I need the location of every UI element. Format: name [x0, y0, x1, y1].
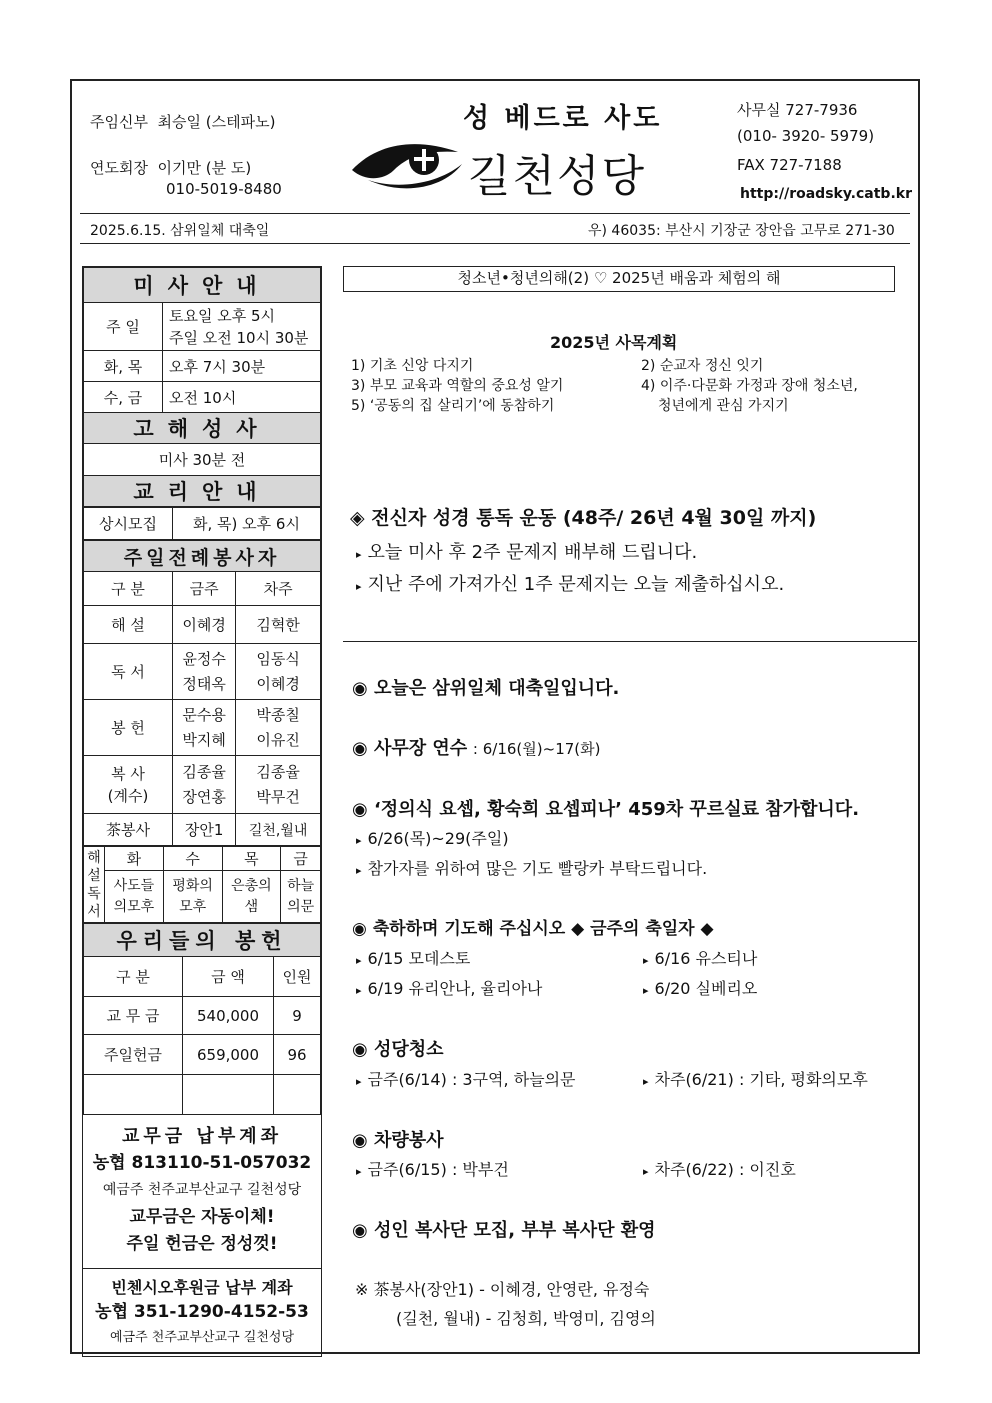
notice-cleaning: ◉ 성당청소: [352, 1039, 444, 1060]
mass-day: 화, 목: [84, 351, 163, 382]
server-next: 김종율 박무건: [236, 756, 321, 814]
server-role: 복 사 (계수): [84, 756, 173, 814]
weekday-group: 은총의 샘: [222, 871, 281, 923]
col-head: 금주: [173, 572, 236, 606]
server-role: 해 설: [84, 606, 173, 644]
mobile-phone: (010- 3920- 5979): [737, 127, 875, 145]
divider: [80, 243, 910, 244]
mass-table: [83, 267, 321, 507]
account-number: 농협 813110-51-057032: [92, 1153, 312, 1173]
account-title: 교무금 납부계좌: [122, 1126, 282, 1147]
confession-text: 미사 30분 전: [84, 444, 321, 476]
mass-title: 미사안내: [84, 268, 321, 303]
plan-item: 청년에게 관심 가지기: [658, 398, 789, 414]
feast-item: ▸ 6/16 유스티나: [643, 949, 758, 968]
council-head: 연도회장 이기만 (분 도): [90, 159, 252, 177]
offering-type: 주일헌금: [84, 1035, 183, 1075]
mass-day: 수, 금: [84, 382, 163, 413]
col-head: 구 분: [84, 572, 173, 606]
account-box: [83, 1115, 321, 1258]
council-phone: 010-5019-8480: [166, 180, 282, 198]
mass-time: 오후 7시 30분: [163, 351, 321, 382]
col-head: 금 액: [183, 957, 274, 997]
server-next: 김혁한: [236, 606, 321, 644]
divider: [80, 213, 910, 214]
plan-item: 3) 부모 교육과 역할의 중요성 알기: [351, 378, 564, 394]
website-link[interactable]: http://roadsky.catb.kr: [740, 186, 912, 202]
mass-time: 오전 10시: [163, 382, 321, 413]
notice-altar-servers: ◉ 성인 복사단 모집, 부부 복사단 환영: [352, 1220, 656, 1241]
account-note: 주일 헌금은 정성껏!: [126, 1234, 278, 1254]
plan-item: 5) ‘공동의 집 살리기’에 동참하기: [351, 398, 555, 414]
mass-day: 주 일: [84, 303, 163, 351]
offering-amount: 659,000: [183, 1035, 274, 1075]
account-holder: 예금주 천주교부산교구 길천성당: [102, 1182, 302, 1198]
weekday-table: [83, 846, 321, 923]
vincent-title: 빈첸시오후원금 납부 계좌: [111, 1278, 293, 1297]
office-phone: 사무실 727-7936: [737, 101, 858, 119]
fax: FAX 727-7188: [737, 156, 842, 174]
server-role: 봉 헌: [84, 700, 173, 756]
weekday-group: 하늘 의문: [281, 871, 321, 923]
server-next: 임동식 이혜경: [236, 644, 321, 700]
car-next: ▸ 차주(6/22) : 이진호: [643, 1160, 796, 1179]
catechism-label: 상시모집: [84, 508, 173, 540]
offering-type: 교 무 금: [84, 997, 183, 1035]
weekday: 화: [105, 847, 164, 871]
weekday: 수: [163, 847, 222, 871]
col-head: 차주: [236, 572, 321, 606]
plan-title: 2025년 사목계획: [550, 333, 678, 352]
server-this: 이혜경: [173, 606, 236, 644]
plan-item: 1) 기초 신앙 다지기: [351, 358, 474, 374]
notice-cursillo: ◉ ‘정의식 요셉, 황숙희 요셉피나’ 459차 꾸르실료 참가합니다.: [352, 799, 860, 820]
server-this: 문수용 박지혜: [173, 700, 236, 756]
church-name: 길천성당: [468, 151, 647, 202]
plan-item: 2) 순교자 정신 잇기: [641, 358, 764, 374]
offering-count: 9: [274, 997, 321, 1035]
server-role: 독 서: [84, 644, 173, 700]
offering-count: 96: [274, 1035, 321, 1075]
server-this: 장안1: [173, 814, 236, 846]
tea-service: ※ 茶봉사(장안1) - 이혜경, 안영란, 유정숙: [355, 1280, 650, 1299]
servers-table: [83, 540, 321, 846]
col-head: 인원: [274, 957, 321, 997]
feast-item: ▸ 6/19 유리안나, 율리아나: [356, 979, 543, 998]
catechism-time: 화, 목) 오후 6시: [173, 508, 321, 540]
weekday-group: 평화의 모후: [163, 871, 222, 923]
bible-item: ▸ 지난 주에 가져가신 1주 문제지는 오늘 제출하십시오.: [356, 574, 785, 595]
server-next: 길천,월내: [236, 814, 321, 846]
offering-table: [83, 923, 321, 1115]
pastor: 주임신부 최승일 (스테파노): [90, 113, 276, 131]
divider: [343, 641, 917, 642]
patron-title: 성 베드로 사도: [463, 103, 663, 134]
notice-feastday: ◉ 축하하며 기도해 주십시오 ◆ 금주의 축일자 ◆: [352, 919, 714, 939]
banner: 청소년•청년의해(2) ♡ 2025년 배움과 체험의 해: [343, 266, 895, 292]
notice-training: ◉ 사무장 연수 : 6/16(월)~17(화): [352, 738, 601, 759]
cursillo-item: ▸ 6/26(목)~29(주일): [356, 829, 509, 848]
offering-title: 우리들의 봉헌: [84, 924, 321, 957]
notice-car: ◉ 차량봉사: [352, 1130, 444, 1151]
weekday: 목: [222, 847, 281, 871]
weekday-group: 사도들 의모후: [105, 871, 164, 923]
bible-title: ◈ 전신자 성경 통독 운동 (48주/ 26년 4월 30일 까지): [350, 507, 817, 529]
vincent-number: 농협 351-1290-4152-53: [95, 1302, 309, 1322]
feast-item: ▸ 6/15 모데스토: [356, 949, 471, 968]
notice-feast: ◉ 오늘은 삼위일체 대축일입니다.: [352, 678, 620, 699]
weekday: 금: [281, 847, 321, 871]
bible-item: ▸ 오늘 미사 후 2주 문제지 배부해 드립니다.: [356, 542, 698, 563]
weekday-label: 해설독서: [84, 847, 105, 923]
cursillo-item: ▸ 참가자를 위하여 많은 기도 빨랑카 부탁드립니다.: [356, 859, 708, 878]
car-this: ▸ 금주(6/15) : 박부건: [356, 1160, 509, 1179]
mass-time: 토요일 오후 5시 주일 오전 10시 30분: [163, 303, 321, 351]
church-logo-icon: [348, 130, 468, 192]
vincent-holder: 예금주 천주교부산교구 길천성당: [109, 1330, 295, 1345]
server-role: 茶봉사: [84, 814, 173, 846]
plan-item: 4) 이주·다문화 가정과 장애 청소년,: [641, 378, 858, 394]
catechism-table: [83, 507, 321, 540]
sidebar: [82, 266, 322, 1357]
col-head: 구 분: [84, 957, 183, 997]
address: 우) 46035: 부산시 기장군 장안읍 고무로 271-30: [588, 223, 895, 239]
feast-item: ▸ 6/20 실베리오: [643, 979, 758, 998]
confession-title: 고해성사: [84, 413, 321, 444]
tea-service: (길천, 월내) - 김청희, 박영미, 김영의: [396, 1309, 656, 1328]
catechism-title: 교리안내: [84, 476, 321, 507]
account-note: 교무금은 자동이체!: [129, 1207, 275, 1227]
server-this: 윤정수 정태옥: [173, 644, 236, 700]
cleaning-this: ▸ 금주(6/14) : 3구역, 하늘의문: [356, 1070, 576, 1089]
cleaning-next: ▸ 차주(6/21) : 기타, 평화의모후: [643, 1070, 868, 1089]
servers-title: 주일전례봉사자: [84, 541, 321, 572]
vincent-box: [83, 1268, 321, 1356]
server-next: 박종칠 이유진: [236, 700, 321, 756]
date-line: 2025.6.15. 삼위일체 대축일: [90, 223, 270, 239]
server-this: 김종율 장연홍: [173, 756, 236, 814]
offering-amount: 540,000: [183, 997, 274, 1035]
